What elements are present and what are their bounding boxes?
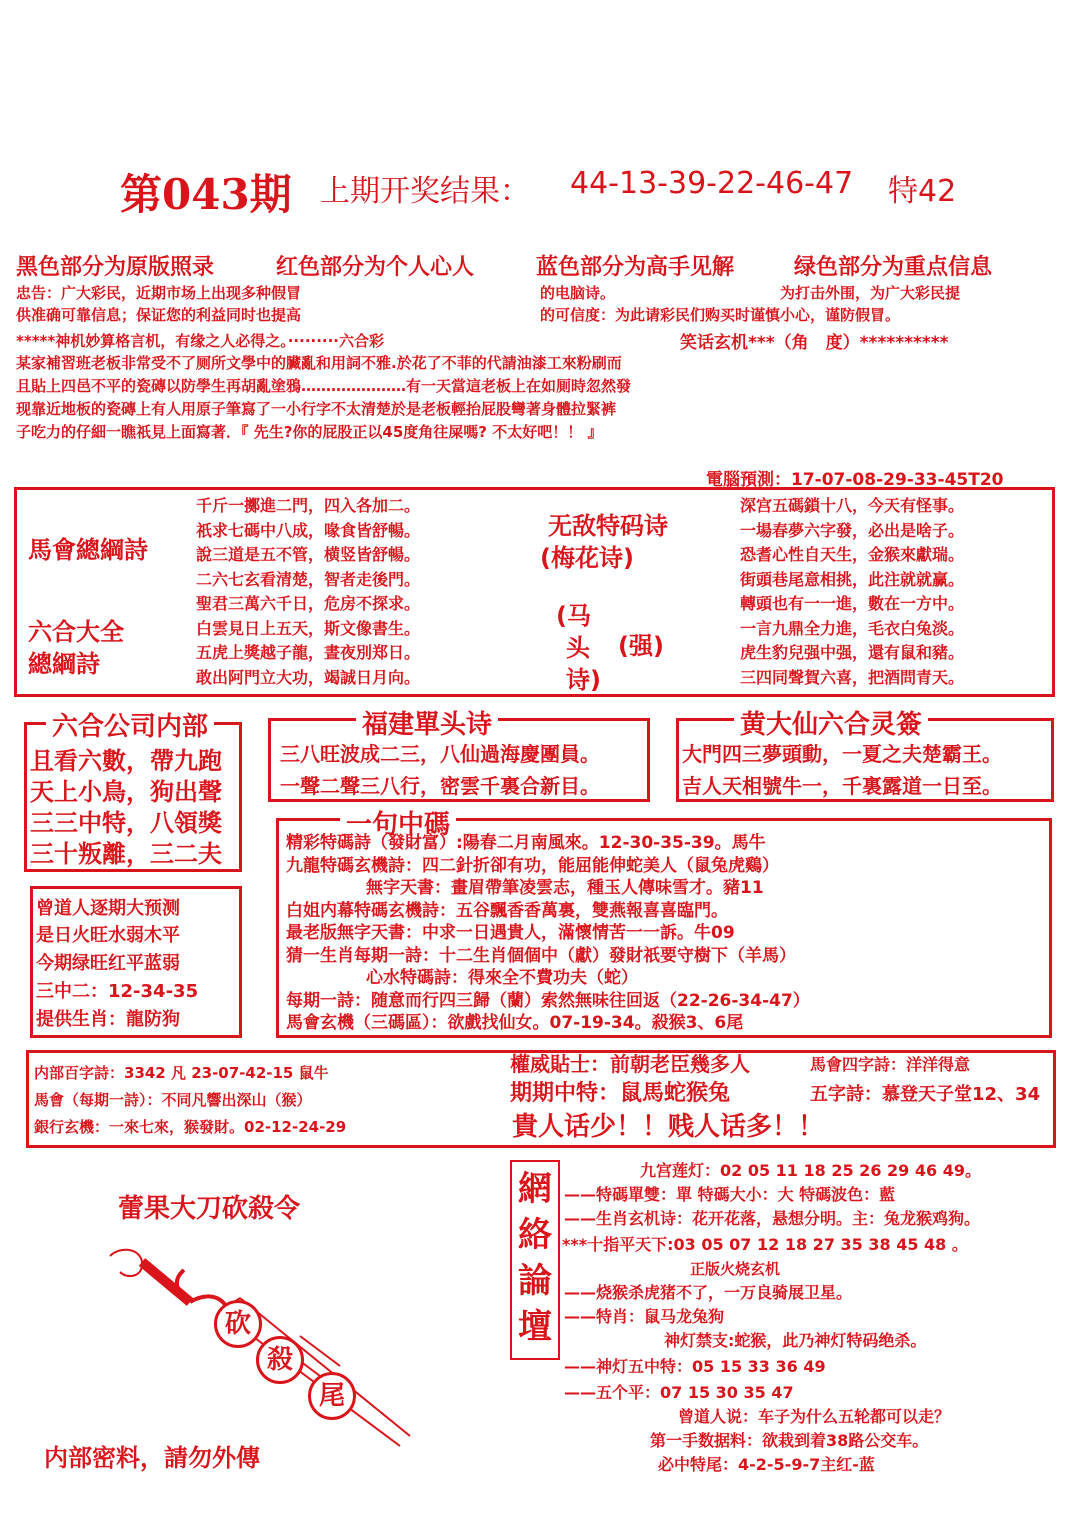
forum-line: ——烧猴杀虎猪不了，一万良骑展卫星。 (564, 1283, 853, 1302)
huang-line: 吉人天相號牛一，千裏露道一日至。 (682, 774, 1002, 798)
forum-line: 必中特尾：4-2-5-9-7主红-蓝 (658, 1455, 875, 1474)
daoren-lines (36, 922, 198, 1034)
fujian-line: 一聲二聲三八行，密雲千裏合新目。 (280, 774, 600, 798)
poem-center-title: 无敌特码诗 (548, 512, 668, 540)
forum-line: ——特碼單雙：單 特碼大小：大 特碼波色：藍 (564, 1185, 896, 1204)
notice-line2-left: 供准确可靠信息；保证您的利益同时也提高 (16, 306, 302, 324)
yiju-line: 無字天書：畫眉帶筆凌雲志，種玉人傳味雪才。豬11 (366, 878, 764, 898)
sword-gem-2: 殺 (256, 1336, 304, 1384)
huang-title: 黄大仙六合灵簽 (734, 704, 928, 741)
poem-label-mahui: 馬會總綱詩 (28, 536, 148, 564)
poem-line: 虎生豹兒强中强，還有鼠和豬。 (740, 643, 965, 662)
poem-label-liuhe-2: 總綱詩 (28, 650, 100, 678)
poem-right-lines (740, 494, 964, 690)
authority-row1-label: 權威貼士：前朝老臣幾多人 (510, 1052, 750, 1076)
yiju-line: 九龍特碼玄機詩：四二針折卻有功，能屈能伸蛇美人（鼠兔虎鷄） (286, 855, 779, 876)
forum-line: ——神灯五中特：05 15 33 36 49 (564, 1357, 826, 1376)
poem-center-horse-c: (强) (618, 632, 664, 660)
notice-line2-right: 的可信度：为此请彩民们购买时谨慎小心，谨防假冒。 (540, 306, 901, 324)
forum-vertical-char: 絡 (518, 1215, 552, 1255)
company-line: 三十叛離，三二夫 (30, 840, 222, 868)
poem-line: 聖君三萬六千日，危房不探求。 (196, 594, 421, 613)
poem-left-lines (196, 494, 420, 690)
joke-body (16, 352, 1061, 444)
sword-footer: 内部密料，請勿外傳 (44, 1444, 260, 1472)
yiju-lines (286, 832, 810, 1035)
poem-line: 五虎上獎越子龍，晝夜別郑日。 (196, 643, 421, 662)
company-line: 天上小鳥，狗出聲 (30, 778, 222, 806)
poem-line: 白雲見日上五天，斯文像書生。 (196, 618, 421, 638)
joke-line: 现靠近地板的瓷磚上有人用原子筆寫了一小行字不太清楚於是老板輕抬屁股彎著身體拉緊裤 (16, 400, 617, 418)
forum-vertical-char: 網 (518, 1169, 552, 1209)
poem-line: 街頭巷尾意相挑，此注就就赢。 (740, 569, 965, 589)
forum-line: ——五个平：07 15 30 35 47 (564, 1383, 794, 1402)
poem-line: 恐耆心性自天生，金猴來獻瑞。 (740, 545, 965, 564)
poem-line: 敢出阿門立大功，竭誠日月向。 (196, 667, 421, 687)
poem-center-horse-b: 头 (566, 634, 590, 662)
forum-line: 曾道人说：车子为什么五轮都可以走？ (678, 1407, 951, 1426)
yiju-line: 猜一生肖每期一詩：十二生肖個個中（獻）發財祇要守樹下（羊馬） (286, 945, 796, 966)
poem-line: 千斤一擲進二門，四入各加二。 (196, 496, 421, 515)
yiju-line: 每期一詩：随意而行四三歸（蘭）索然無味往回返（22-26-34-47） (286, 990, 810, 1011)
forum-line: 第一手数据料：欲栽到着38路公交车。 (650, 1431, 929, 1450)
poem-center-horse-a: (马 (556, 602, 591, 630)
poem-label-liuhe-1: 六合大全 (28, 618, 124, 646)
forum-line: 神灯禁支:蛇猴，此乃神灯特码绝杀。 (664, 1331, 927, 1350)
poem-line: 轉頭也有一一進，數在一方中。 (740, 594, 965, 613)
forum-vertical-char: 壇 (518, 1307, 552, 1347)
poem-line: 一言九鼎全力進，毛衣白兔淡。 (740, 618, 965, 638)
forum-line: 九宫莲灯：02 05 11 18 25 26 29 46 49。 (640, 1161, 981, 1180)
neibu-line: 内部百字詩：3342 凡 23-07-42-15 鼠牛 (34, 1064, 329, 1082)
yiju-line: 白姐内幕特碼玄機詩：五谷飄香香萬裏，雙燕報喜喜臨門。 (286, 900, 728, 921)
legend-red: 红色部分为个人心人 (276, 255, 475, 280)
notice-line1-right: 为打击外围，为广大彩民提 (780, 284, 961, 302)
daoren-line: 提供生肖：龍防狗 (36, 1009, 180, 1030)
joke-line: 某家補習班老板非常受不了厕所文學中的臟亂和用詞不雅.於花了不菲的代請油漆工來粉刷而 (16, 354, 622, 372)
yiju-line: 精彩特碼詩（發財富）:陽春二月南風來。12-30-35-39。馬牛 (286, 833, 766, 853)
authority-row2-right: 五字詩：慕登天子堂12、34 (810, 1084, 1041, 1105)
poem-line: 二六七玄看清楚，智者走後門。 (196, 569, 421, 589)
joke-line: 且貼上四邑不平的瓷磚以防學生再胡亂塗鴉…………………有一天當這老板上在如厠時忽然發 (16, 377, 632, 395)
yiju-line: 心水特碼詩：得來全不費功夫（蛇） (366, 968, 638, 988)
huang-lines (682, 738, 1002, 802)
notice-line1-mid: 的电脑诗。 (540, 284, 616, 302)
yiju-line: 最老版無字天書：中求一日遇貴人，滿懷情苦一一訴。牛09 (286, 923, 735, 943)
forum-line: 正版火烧玄机 (690, 1260, 781, 1278)
yiju-title: 一句中碼 (340, 804, 456, 841)
sword-illustration (80, 1236, 420, 1454)
daoren-line: 今期绿旺红平蓝弱 (36, 953, 180, 974)
huang-line: 大門四三夢頭動，一夏之夫楚霸王。 (682, 742, 1002, 766)
forum-vertical-char: 論 (518, 1261, 552, 1301)
authority-row2-label: 期期中特：鼠馬蛇猴兔 (510, 1081, 731, 1106)
legend-blue: 蓝色部分为高手见解 (536, 255, 735, 280)
special-number: 特42 (888, 174, 957, 209)
company-lines (30, 746, 222, 870)
poem-line: 一場春夢六字發，必出是啥子。 (740, 520, 965, 540)
daoren-line: 三中二：12-34-35 (36, 981, 199, 1002)
sword-gem-1: 砍 (214, 1300, 262, 1348)
last-result-label: 上期开奖结果： (320, 174, 530, 209)
poem-line: 說三道是五不管，横竖皆舒暢。 (196, 545, 421, 564)
sword-title: 蕾果大刀砍殺令 (118, 1194, 301, 1224)
poem-line: 深宫五碼鎖十八，今天有怪事。 (740, 496, 965, 515)
legend-green: 绿色部分为重点信息 (794, 255, 993, 280)
neibu-line: 銀行玄機：一來七來，猴發財。02-12-24-29 (34, 1118, 347, 1136)
poem-center-subtitle: (梅花诗) (540, 544, 634, 572)
forum-line: ——特肖：鼠马龙兔狗 (564, 1307, 725, 1326)
sword-gem-3: 尾 (308, 1372, 356, 1420)
forum-line: ***十指平天下:03 05 07 12 18 27 35 38 45 48 。 (562, 1235, 968, 1254)
last-result-numbers: 44-13-39-22-46-47 (570, 166, 854, 201)
poem-line: 三四同聲賀六喜，把酒問青天。 (740, 667, 965, 687)
joke-line: 子吃力的仔細一瞧祇見上面寫著．『 先生?你的屁股正以45度角往屎嗎? 不太好吧！！ 』 (16, 423, 603, 441)
joke-header-left: *****神机妙算格言机，有缘之人必得之。·········六合彩 (16, 332, 385, 350)
issue-number: 第043期 (120, 170, 292, 219)
neibu-lines (34, 1060, 346, 1141)
daoren-title: 曾道人逐期大预测 (36, 898, 180, 919)
fujian-title: 福建單头诗 (356, 704, 498, 741)
poem-line: 祇求七碼中八成，喙食皆舒暢。 (196, 520, 421, 540)
fujian-lines (280, 738, 600, 802)
computer-forecast: 電腦預測：17-07-08-29-33-45T20 (706, 470, 1004, 490)
yiju-line: 馬會玄機（三碼區）：欲戲找仙女。07-19-34。殺猴3、6尾 (286, 1013, 744, 1033)
authority-row1-right: 馬會四字詩：洋洋得意 (810, 1055, 971, 1074)
legend-black: 黑色部分为原版照录 (16, 255, 215, 280)
neibu-line: 馬會（每期一詩）：不同凡響出深山（猴） (34, 1091, 312, 1109)
fujian-line: 三八旺波成二三，八仙過海慶團員。 (280, 742, 600, 766)
company-title: 六合公司内部 (46, 706, 214, 743)
forum-line: ——生肖玄机诗：花开花落，悬想分明。主：兔龙猴鸡狗。 (564, 1209, 981, 1228)
daoren-line: 是日火旺水弱木平 (36, 925, 180, 946)
company-line: 且看六數，帶九跑 (30, 747, 222, 775)
notice-line1-left: 忠告：广大彩民，近期市场上出现多种假冒 (16, 284, 302, 302)
company-line: 三三中特，八領獎 (30, 809, 222, 837)
joke-header-right: 笑话玄机***（角 度）********** (680, 333, 949, 353)
authority-slogan: 貴人话少！！贱人话多！！ (512, 1112, 825, 1142)
poem-center-horse-d: 诗) (566, 666, 601, 694)
